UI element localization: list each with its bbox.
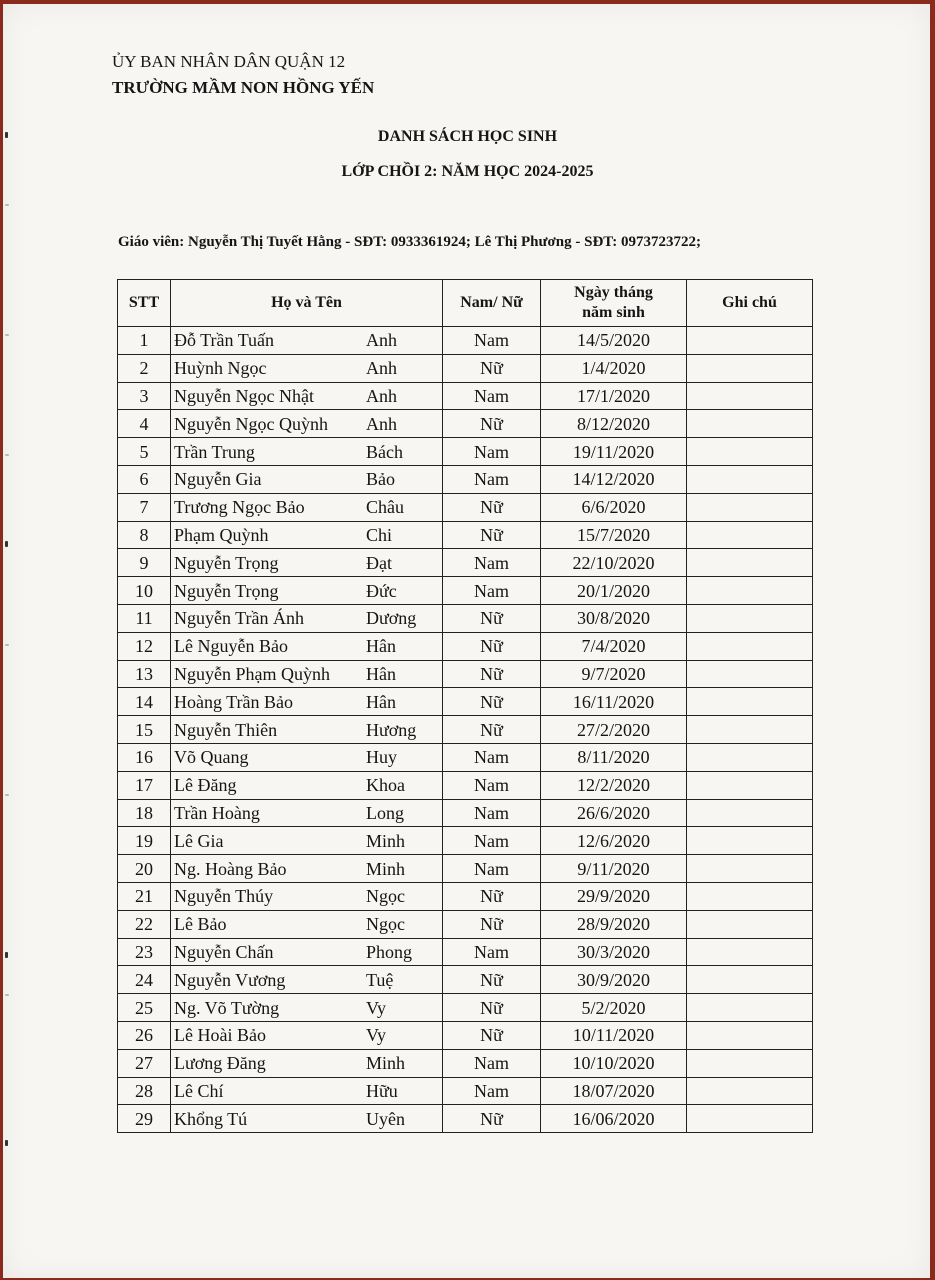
- cell-note: [687, 382, 813, 410]
- student-given-name: Nguyễn Gia: [174, 469, 262, 490]
- cell-note: [687, 410, 813, 438]
- cell-sex: Nam: [443, 771, 541, 799]
- student-first-name: Hữu: [366, 1080, 398, 1101]
- student-given-name: Nguyễn Chấn: [174, 941, 274, 962]
- cell-stt: 13: [118, 660, 171, 688]
- student-given-name: Huỳnh Ngọc: [174, 358, 267, 379]
- table-row: [118, 521, 813, 549]
- col-header-stt: STT: [118, 280, 171, 327]
- table-row: [118, 799, 813, 827]
- student-given-name: Nguyễn Trọng: [174, 552, 279, 573]
- cell-name: [171, 827, 443, 855]
- cell-note: [687, 438, 813, 466]
- student-given-name: Ng. Võ Tường: [174, 997, 280, 1018]
- student-given-name: Lê Nguyễn Bảo: [174, 636, 288, 657]
- cell-dob: 1/4/2020: [541, 354, 687, 382]
- table-row: [118, 743, 813, 771]
- student-given-name: Lê Bảo: [174, 914, 227, 935]
- table-row: [118, 604, 813, 632]
- table-row: [118, 577, 813, 605]
- cell-dob: 27/2/2020: [541, 716, 687, 744]
- cell-note: [687, 910, 813, 938]
- cell-sex: Nam: [443, 743, 541, 771]
- cell-dob: 8/12/2020: [541, 410, 687, 438]
- binding-mark: [5, 794, 9, 796]
- student-given-name: Trương Ngọc Bảo: [174, 497, 305, 518]
- student-given-name: Đỗ Trần Tuấn: [174, 330, 275, 351]
- student-first-name: Anh: [366, 385, 397, 406]
- student-given-name: Nguyễn Phạm Quỳnh: [174, 663, 330, 684]
- binding-mark: [5, 1140, 8, 1146]
- cell-sex: Nam: [443, 799, 541, 827]
- cell-note: [687, 632, 813, 660]
- cell-name: [171, 910, 443, 938]
- cell-stt: 14: [118, 688, 171, 716]
- student-given-name: Nguyễn Thiên: [174, 719, 278, 740]
- cell-dob: 5/2/2020: [541, 994, 687, 1022]
- cell-sex: Nữ: [443, 688, 541, 716]
- cell-name: [171, 771, 443, 799]
- cell-dob: 20/1/2020: [541, 577, 687, 605]
- cell-dob: 30/9/2020: [541, 966, 687, 994]
- student-given-name: Lê Gia: [174, 830, 224, 851]
- cell-sex: Nữ: [443, 410, 541, 438]
- binding-mark: [5, 454, 9, 456]
- student-first-name: Hương: [366, 719, 417, 740]
- table-row: [118, 382, 813, 410]
- cell-dob: 16/06/2020: [541, 1105, 687, 1133]
- cell-name: [171, 688, 443, 716]
- cell-name: [171, 382, 443, 410]
- student-given-name: Trần Hoàng: [174, 802, 260, 823]
- cell-stt: 3: [118, 382, 171, 410]
- cell-name: [171, 410, 443, 438]
- table-row: [118, 716, 813, 744]
- cell-name: [171, 1021, 443, 1049]
- table-row: [118, 549, 813, 577]
- col-header-name: Họ và Tên: [171, 280, 443, 327]
- cell-note: [687, 771, 813, 799]
- student-given-name: Hoàng Trần Bảo: [174, 691, 294, 712]
- student-given-name: Phạm Quỳnh: [174, 524, 269, 545]
- cell-sex: Nữ: [443, 604, 541, 632]
- cell-sex: Nữ: [443, 521, 541, 549]
- cell-stt: 21: [118, 882, 171, 910]
- table-row: [118, 938, 813, 966]
- cell-note: [687, 577, 813, 605]
- authority-heading: ỦY BAN NHÂN DÂN QUẬN 12: [112, 52, 346, 71]
- cell-dob: 8/11/2020: [541, 743, 687, 771]
- cell-sex: Nữ: [443, 632, 541, 660]
- student-first-name: Anh: [366, 358, 397, 379]
- cell-dob: 28/9/2020: [541, 910, 687, 938]
- table-row: [118, 1105, 813, 1133]
- cell-name: [171, 716, 443, 744]
- document-subtitle: LỚP CHỒI 2: NĂM HỌC 2024-2025: [341, 163, 594, 180]
- student-given-name: Nguyễn Thúy: [174, 886, 274, 907]
- cell-stt: 9: [118, 549, 171, 577]
- cell-stt: 2: [118, 354, 171, 382]
- student-given-name: Nguyễn Ngọc Quỳnh: [174, 413, 328, 434]
- student-given-name: Lương Đăng: [174, 1053, 266, 1074]
- student-first-name: Hân: [366, 691, 396, 712]
- cell-name: [171, 1105, 443, 1133]
- cell-sex: Nữ: [443, 910, 541, 938]
- cell-stt: 26: [118, 1021, 171, 1049]
- cell-dob: 9/7/2020: [541, 660, 687, 688]
- student-first-name: Bảo: [366, 469, 395, 490]
- cell-sex: Nữ: [443, 716, 541, 744]
- cell-note: [687, 549, 813, 577]
- cell-stt: 10: [118, 577, 171, 605]
- cell-sex: Nam: [443, 855, 541, 883]
- cell-dob: 12/6/2020: [541, 827, 687, 855]
- table-row: [118, 910, 813, 938]
- cell-dob: 18/07/2020: [541, 1077, 687, 1105]
- cell-stt: 19: [118, 827, 171, 855]
- student-first-name: Đạt: [366, 552, 392, 573]
- cell-dob: 9/11/2020: [541, 855, 687, 883]
- cell-stt: 29: [118, 1105, 171, 1133]
- table-row: [118, 827, 813, 855]
- cell-sex: Nữ: [443, 1021, 541, 1049]
- col-header-note: Ghi chú: [687, 280, 813, 327]
- cell-stt: 17: [118, 771, 171, 799]
- binding-mark: [5, 334, 9, 336]
- student-given-name: Võ Quang: [174, 747, 249, 768]
- cell-name: [171, 493, 443, 521]
- cell-stt: 27: [118, 1049, 171, 1077]
- cell-stt: 20: [118, 855, 171, 883]
- cell-name: [171, 465, 443, 493]
- cell-dob: 7/4/2020: [541, 632, 687, 660]
- cell-dob: 22/10/2020: [541, 549, 687, 577]
- student-first-name: Dương: [366, 608, 417, 629]
- cell-sex: Nữ: [443, 966, 541, 994]
- cell-name: [171, 632, 443, 660]
- cell-note: [687, 327, 813, 355]
- student-given-name: Khổng Tú: [174, 1108, 248, 1129]
- cell-sex: Nữ: [443, 493, 541, 521]
- cell-note: [687, 743, 813, 771]
- table-row: [118, 1077, 813, 1105]
- cell-note: [687, 938, 813, 966]
- cell-sex: Nam: [443, 549, 541, 577]
- cell-name: [171, 354, 443, 382]
- table-row: [118, 632, 813, 660]
- cell-stt: 23: [118, 938, 171, 966]
- student-first-name: Tuệ: [366, 969, 394, 990]
- cell-name: [171, 882, 443, 910]
- cell-dob: 29/9/2020: [541, 882, 687, 910]
- cell-dob: 30/8/2020: [541, 604, 687, 632]
- cell-note: [687, 882, 813, 910]
- table-row: [118, 882, 813, 910]
- cell-name: [171, 521, 443, 549]
- col-header-dob-label: Ngày tháng năm sinh: [574, 284, 653, 321]
- table-row: [118, 493, 813, 521]
- cell-sex: Nam: [443, 1049, 541, 1077]
- binding-mark: [5, 644, 9, 646]
- student-first-name: Minh: [366, 858, 406, 879]
- cell-dob: 10/10/2020: [541, 1049, 687, 1077]
- table-row: [118, 855, 813, 883]
- binding-mark: [5, 541, 8, 547]
- table-row: [118, 410, 813, 438]
- table-row: [118, 465, 813, 493]
- cell-name: [171, 799, 443, 827]
- cell-note: [687, 604, 813, 632]
- col-header-sex: Nam/ Nữ: [443, 280, 541, 327]
- cell-name: [171, 549, 443, 577]
- cell-name: [171, 1049, 443, 1077]
- school-heading: TRƯỜNG MẦM NON HỒNG YẾN: [112, 78, 375, 97]
- cell-sex: Nam: [443, 465, 541, 493]
- cell-dob: 16/11/2020: [541, 688, 687, 716]
- cell-sex: Nam: [443, 438, 541, 466]
- cell-dob: 19/11/2020: [541, 438, 687, 466]
- cell-dob: 14/5/2020: [541, 327, 687, 355]
- cell-name: [171, 938, 443, 966]
- table-row: [118, 1021, 813, 1049]
- student-first-name: Chi: [366, 524, 393, 545]
- cell-sex: Nữ: [443, 660, 541, 688]
- student-given-name: Nguyễn Ngọc Nhật: [174, 385, 314, 406]
- cell-sex: Nam: [443, 382, 541, 410]
- student-first-name: Châu: [366, 497, 404, 518]
- student-given-name: Lê Chí: [174, 1080, 224, 1101]
- cell-dob: 10/11/2020: [541, 1021, 687, 1049]
- cell-name: [171, 577, 443, 605]
- student-given-name: Trần Trung: [174, 441, 255, 462]
- cell-sex: Nam: [443, 827, 541, 855]
- cell-stt: 28: [118, 1077, 171, 1105]
- student-given-name: Lê Hoài Bảo: [174, 1025, 266, 1046]
- cell-stt: 24: [118, 966, 171, 994]
- student-first-name: Hân: [366, 663, 396, 684]
- student-first-name: Uyên: [366, 1108, 405, 1129]
- cell-name: [171, 1077, 443, 1105]
- col-header-dob: [541, 280, 687, 327]
- cell-stt: 7: [118, 493, 171, 521]
- cell-sex: Nam: [443, 327, 541, 355]
- cell-note: [687, 716, 813, 744]
- table-row: [118, 354, 813, 382]
- cell-name: [171, 994, 443, 1022]
- cell-note: [687, 493, 813, 521]
- cell-note: [687, 1049, 813, 1077]
- student-first-name: Ngọc: [366, 886, 405, 907]
- cell-name: [171, 855, 443, 883]
- student-first-name: Minh: [366, 1053, 406, 1074]
- cell-note: [687, 827, 813, 855]
- student-given-name: Nguyễn Trần Ánh: [174, 608, 305, 629]
- cell-dob: 15/7/2020: [541, 521, 687, 549]
- cell-stt: 18: [118, 799, 171, 827]
- cell-note: [687, 660, 813, 688]
- student-first-name: Huy: [366, 747, 397, 768]
- cell-note: [687, 1105, 813, 1133]
- cell-stt: 11: [118, 604, 171, 632]
- cell-note: [687, 354, 813, 382]
- student-first-name: Vy: [366, 1025, 387, 1046]
- cell-sex: Nam: [443, 1077, 541, 1105]
- teacher-info: Giáo viên: Nguyễn Thị Tuyết Hằng - SĐT: 0933361924; Lê Thị Phương - SĐT: 0973723722;: [118, 234, 701, 250]
- cell-stt: 6: [118, 465, 171, 493]
- student-first-name: Phong: [366, 941, 413, 962]
- cell-name: [171, 966, 443, 994]
- cell-stt: 5: [118, 438, 171, 466]
- cell-stt: 12: [118, 632, 171, 660]
- student-first-name: Khoa: [366, 775, 405, 796]
- cell-stt: 15: [118, 716, 171, 744]
- cell-sex: Nữ: [443, 994, 541, 1022]
- student-first-name: Anh: [366, 413, 397, 434]
- document-title: DANH SÁCH HỌC SINH: [377, 128, 558, 145]
- cell-note: [687, 1021, 813, 1049]
- cell-stt: 22: [118, 910, 171, 938]
- student-given-name: Nguyễn Trọng: [174, 580, 279, 601]
- cell-stt: 1: [118, 327, 171, 355]
- cell-stt: 25: [118, 994, 171, 1022]
- binding-mark: [5, 994, 9, 996]
- cell-note: [687, 1077, 813, 1105]
- student-first-name: Anh: [366, 330, 397, 351]
- cell-name: [171, 660, 443, 688]
- cell-name: [171, 743, 443, 771]
- cell-note: [687, 521, 813, 549]
- cell-name: [171, 327, 443, 355]
- student-first-name: Ngọc: [366, 914, 405, 935]
- cell-dob: 17/1/2020: [541, 382, 687, 410]
- cell-sex: Nam: [443, 577, 541, 605]
- table-row: [118, 1049, 813, 1077]
- cell-sex: Nữ: [443, 354, 541, 382]
- table-row: [118, 688, 813, 716]
- cell-dob: 12/2/2020: [541, 771, 687, 799]
- student-table: [117, 279, 813, 1133]
- cell-name: [171, 438, 443, 466]
- table-header-row: [118, 280, 813, 327]
- student-first-name: Hân: [366, 636, 396, 657]
- table-row: [118, 327, 813, 355]
- table-row: [118, 994, 813, 1022]
- binding-mark: [5, 952, 8, 958]
- table-row: [118, 966, 813, 994]
- student-given-name: Lê Đăng: [174, 775, 237, 796]
- cell-stt: 4: [118, 410, 171, 438]
- cell-dob: 26/6/2020: [541, 799, 687, 827]
- student-first-name: Vy: [366, 997, 387, 1018]
- student-first-name: Minh: [366, 830, 406, 851]
- cell-note: [687, 799, 813, 827]
- table-row: [118, 438, 813, 466]
- cell-sex: Nữ: [443, 1105, 541, 1133]
- student-given-name: Nguyễn Vương: [174, 969, 286, 990]
- cell-dob: 30/3/2020: [541, 938, 687, 966]
- cell-sex: Nam: [443, 938, 541, 966]
- cell-note: [687, 855, 813, 883]
- student-first-name: Long: [366, 802, 404, 823]
- cell-dob: 14/12/2020: [541, 465, 687, 493]
- student-first-name: Bách: [366, 441, 403, 462]
- cell-note: [687, 994, 813, 1022]
- table-row: [118, 771, 813, 799]
- cell-sex: Nữ: [443, 882, 541, 910]
- cell-stt: 8: [118, 521, 171, 549]
- binding-mark: [5, 204, 9, 206]
- cell-dob: 6/6/2020: [541, 493, 687, 521]
- table-row: [118, 660, 813, 688]
- cell-note: [687, 966, 813, 994]
- cell-stt: 16: [118, 743, 171, 771]
- student-given-name: Ng. Hoàng Bảo: [174, 858, 287, 879]
- student-first-name: Đức: [366, 580, 397, 601]
- cell-name: [171, 604, 443, 632]
- cell-note: [687, 465, 813, 493]
- cell-note: [687, 688, 813, 716]
